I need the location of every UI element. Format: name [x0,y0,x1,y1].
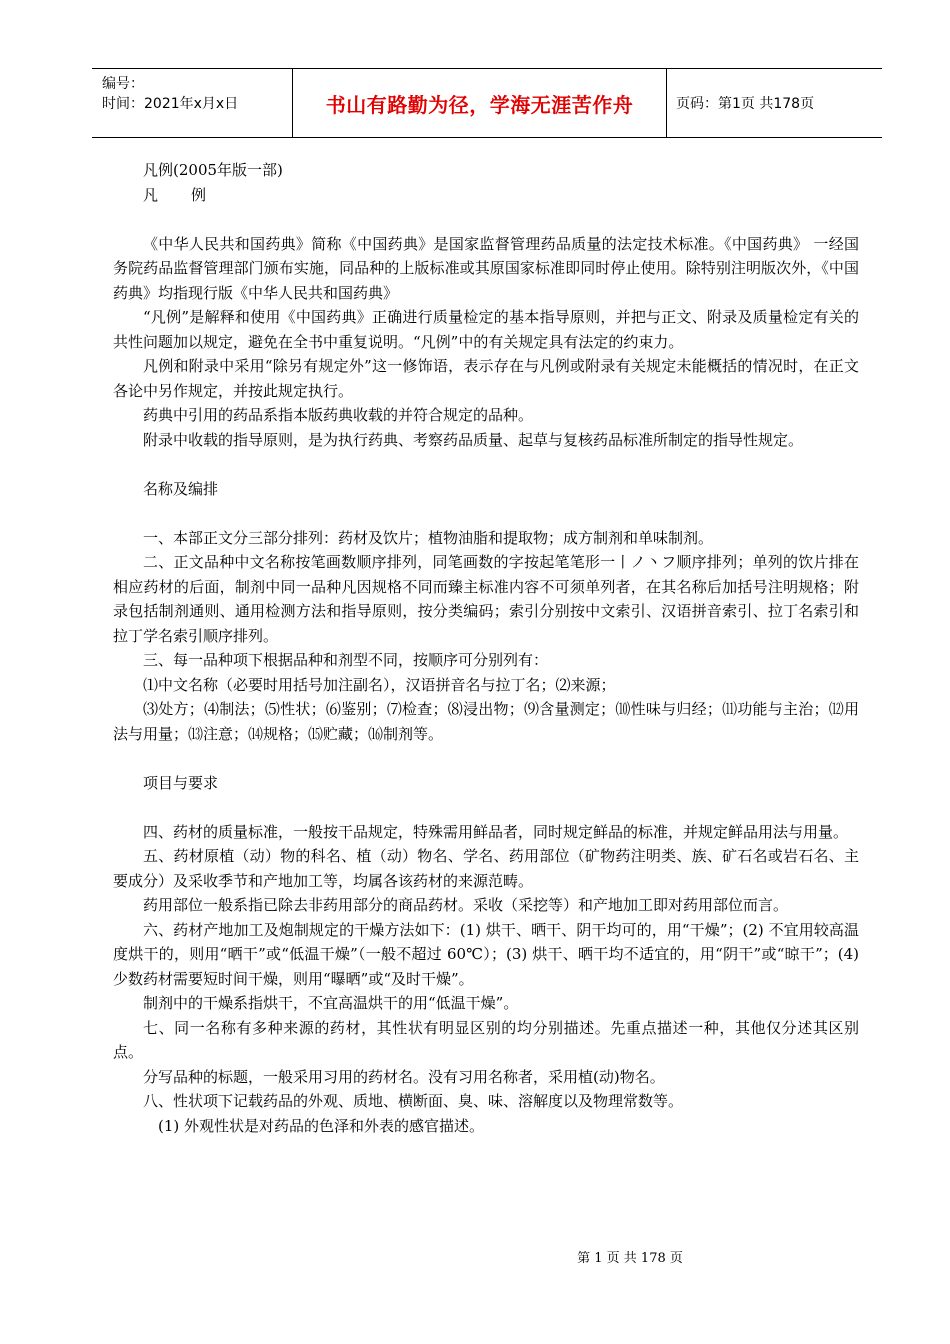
doc-title-char-a: 凡 [143,185,159,204]
footer-page-number: 第 1 页 共 178 页 [577,1251,683,1266]
paragraph: 药典中引用的药品系指本版药典收载的并符合规定的品种。 [143,406,534,424]
page-header [92,68,882,138]
page-footer [0,1247,950,1266]
doc-edition-title: 凡例(2005年版一部) [143,161,283,179]
paragraph: 一、本部正文分三部分排列：药材及饮片；植物油脂和提取物；成方制剂和单味制剂。 [143,528,714,547]
paragraph: 四、药材的质量标准，一般按干品规定，特殊需用鲜品者，同时规定鲜品的标准，并规定鲜品用法与用量。 [143,822,849,841]
paragraph: 五、药材原植（动）物的科名、植（动）物名、学名、药用部位（矿物药注明类、族、矿石名或岩石名、主要成分）及采收季节和产地加工等，均属各该药材的来源范畴。 [113,847,859,890]
paragraph: “凡例”是解释和使用《中国药典》正确进行质量检定的基本指导原则，并把与正文、附录及质量检定有关的共性问题加以规定，避免在全书中重复说明。“凡例”中的有关规定具有法定的约束力。 [113,308,859,351]
header-meta-cell [92,69,292,137]
paragraph: ⑴中文名称（必要时用括号加注副名），汉语拼音名与拉丁名；⑵来源； [143,675,616,694]
document-body [113,158,859,1138]
section-heading: 名称及编排 [143,479,219,498]
paragraph: 六、药材产地加工及炮制规定的干燥方法如下：(1) 烘干、晒干、阴干均可的，用“干燥”；(2) 不宜用较高温度烘干的，则用“晒干”或“低温干燥”（一般不超过 60℃）；(3) 烘干、晒干均不适宜的，用“阴干”或“晾干”；(4) 少数药材需要短时间干燥，则用“曝晒”或“及时干燥”。 [113,920,859,988]
paragraph: ⑶处方；⑷制法；⑸性状；⑹鉴别；⑺检查；⑻浸出物；⑼含量测定；⑽性味与归经；⑾功能与主治；⑿用法与用量；⒀注意；⒁规格；⒂贮藏；⒃制剂等。 [113,700,859,743]
header-motto: 书山有路勤为径，学海无涯苦作舟 [325,92,634,117]
header-page-info: 页码：第1页 共178页 [676,96,815,112]
paragraph: 《中华人民共和国药典》简称《中国药典》是国家监督管理药品质量的法定技术标准。《中国药典》 一经国务院药品监督管理部门颁布实施，同品种的上版标准或其原国家标准即同时停止使用。除特别注明版次外，《中国药典》均指现行版《中华人民共和国药典》 [113,234,859,302]
section-heading: 项目与要求 [143,773,219,792]
paragraph: 分写品种的标题，一般采用习用的药材名。没有习用名称者，采用植(动)物名。 [143,1067,665,1086]
doc-title-char-b: 例 [191,185,207,204]
paragraph: 八、性状项下记载药品的外观、质地、横断面、臭、味、溶解度以及物理常数等。 [143,1092,684,1110]
paragraph: 制剂中的干燥系指烘干，不宜高温烘干的用“低温干燥”。 [143,994,519,1012]
header-motto-cell [292,69,667,137]
doc-title [113,183,859,208]
document-number-label: 编号： [102,76,144,92]
paragraph: 凡例和附录中采用“除另有规定外”这一修饰语，表示存在与凡例或附录有关规定未能概括的情况时，在正文各论中另作规定，并按此规定执行。 [113,357,859,400]
paragraph: (1) 外观性状是对药品的色泽和外表的感官描述。 [158,1116,485,1135]
paragraph: 药用部位一般系指已除去非药用部分的商品药材。采收（采挖等）和产地加工即对药用部位而言。 [143,896,789,914]
document-time-label: 时间：2021年x月x日 [102,96,239,112]
paragraph: 附录中收载的指导原则，是为执行药典、考察药品质量、起草与复核药品标准所制定的指导性规定。 [143,430,804,449]
paragraph: 七、同一名称有多种来源的药材，其性状有明显区别的均分别描述。先重点描述一种，其他仅分述其区别点。 [113,1018,859,1061]
paragraph: 三、每一品种项下根据品种和剂型不同，按顺序可分别列有： [143,651,549,669]
paragraph: 二、正文品种中文名称按笔画数顺序排列，同笔画数的字按起笔笔形一丨ノ丶フ顺序排列；单列的饮片排在相应药材的后面，制剂中同一品种凡因规格不同而臻主标准内容不可须单列者，在其名称后加括号注明规格；附录包括制剂通则、通用检测方法和指导原则，按分类编码；索引分别按中文索引、汉语拼音索引、拉丁名索引和拉丁学名索引顺序排列。 [113,553,859,645]
header-page-cell [666,69,882,137]
